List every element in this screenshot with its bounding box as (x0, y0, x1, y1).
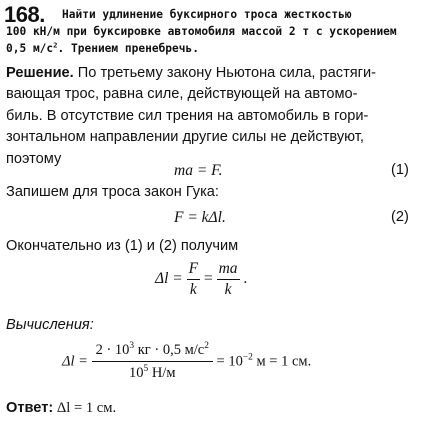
problem-line-2: 100 кН/м при буксировке автомобиля массой 2 т с ускорением (6, 25, 397, 38)
answer-line (6, 398, 116, 420)
equals-sign: = (203, 270, 213, 288)
result-exponent: −2 (242, 352, 253, 363)
result-part-b: м = 1 см. (252, 353, 312, 370)
solution-line-5: поэтому (6, 151, 62, 167)
problem-line-1: Найти удлинение буксирного троса жесткостью (62, 8, 352, 21)
fraction-numerator: F (187, 260, 200, 280)
calculation-numerator (92, 342, 213, 362)
fraction-numerator: ma (217, 260, 240, 280)
fraction-ma-over-k (217, 260, 240, 299)
equation-number-2: (2) (391, 209, 409, 225)
hooke-intro: Запишем для троса закон Гука: (6, 184, 219, 200)
equation-hooke: F = kΔl. (174, 209, 226, 226)
result-part-a: = 10 (216, 353, 243, 370)
fraction-f-over-k (187, 260, 200, 299)
denominator-part-b: Н/м (148, 365, 176, 381)
solution-line-3: биль. В отсутствие сил трения на автомобиль в гори- (6, 108, 369, 124)
equation-newton: ma = F. (174, 162, 223, 179)
answer-label: Ответ: (6, 400, 54, 416)
problem-line-3 (6, 40, 199, 57)
solution-line-2: вающая трос, равна силе, действующей на автомо- (6, 86, 358, 102)
final-intro: Окончательно из (1) и (2) получим (6, 238, 239, 254)
calculations-heading: Вычисления: (6, 317, 94, 333)
solution-line-1 (6, 63, 376, 85)
equation-elongation (155, 260, 247, 299)
equation-period: . (243, 270, 248, 288)
calculation-equation (62, 342, 311, 382)
elongation-lhs: Δl = (155, 270, 183, 288)
fraction-denominator: k (224, 281, 232, 298)
calculation-lhs: Δl = (62, 353, 88, 370)
problem-acceleration: 0,5 м/с (6, 42, 54, 55)
solution-text-1: По третьему закону Ньютона сила, растяги- (73, 65, 376, 81)
equation-number-1: (1) (391, 162, 409, 178)
numerator-part-b: кг · 0,5 м/с (134, 342, 205, 358)
answer-value: Δl = 1 см. (53, 400, 117, 416)
problem-friction-note: . Трением пренебречь. (57, 42, 199, 55)
numerator-part-a: 2 · 10 (95, 342, 130, 358)
numerator-exponent: 3 (129, 341, 135, 352)
denominator-part-a: 10 (128, 365, 144, 381)
problem-number: 168. (4, 2, 45, 27)
solution-line-4: зонтальном направлении другие силы не действуют, (6, 129, 364, 145)
fraction-denominator: k (189, 281, 197, 298)
denominator-exponent: 5 (143, 364, 149, 375)
problem-acceleration-exponent: 2 (53, 40, 58, 50)
numerator-exponent-2: 2 (204, 341, 209, 352)
calculation-fraction (92, 342, 213, 382)
calculation-denominator (92, 362, 213, 382)
solution-heading: Решение. (6, 65, 74, 81)
